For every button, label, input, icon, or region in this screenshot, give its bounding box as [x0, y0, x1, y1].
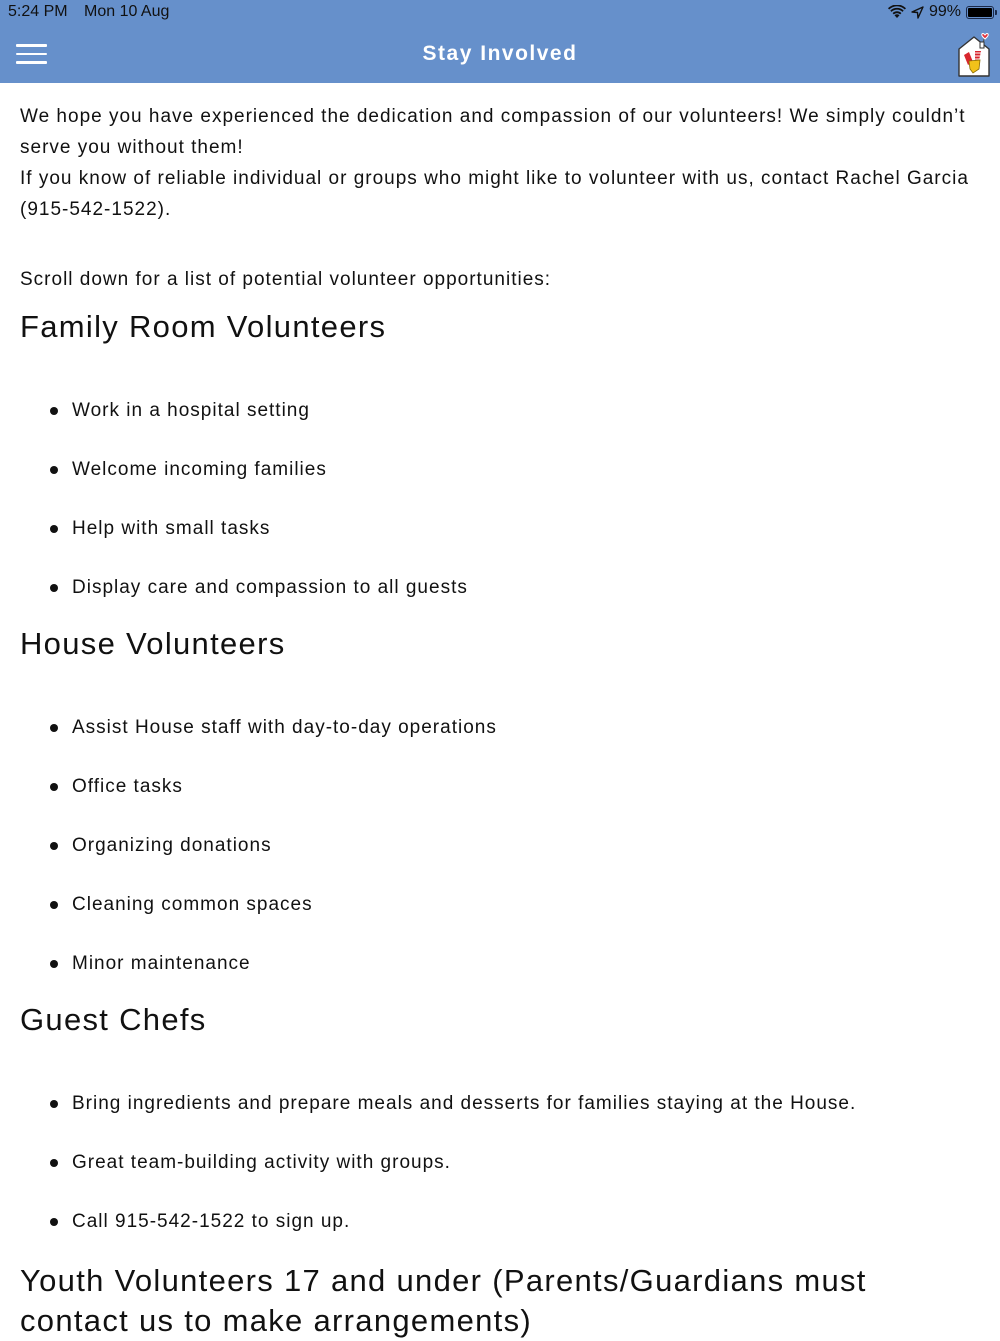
section-family-room	[20, 307, 980, 617]
section-heading: House Volunteers	[20, 626, 286, 661]
ronald-mcdonald-house-logo	[956, 29, 992, 79]
battery-percent: 99%	[928, 3, 961, 20]
list-item: Work in a hospital setting	[20, 381, 980, 440]
list-item: Welcome incoming families	[20, 440, 980, 499]
page-title: Stay Involved	[422, 42, 578, 65]
section-heading: Family Room Volunteers	[20, 309, 387, 344]
list-item: Great team-building activity with groups.	[20, 1133, 980, 1192]
section-house-volunteers	[20, 624, 980, 993]
bullet-icon	[50, 1100, 58, 1108]
page-content	[20, 101, 980, 1341]
location-arrow-icon	[911, 6, 924, 19]
intro-paragraph-1: We hope you have experienced the dedication and compassion of our volunteers! We simply couldn’t serve you without them!	[20, 106, 966, 158]
intro-text	[20, 101, 980, 295]
bullet-icon	[50, 584, 58, 592]
bullet-icon	[50, 525, 58, 533]
list-item: Assist House staff with day-to-day operations	[20, 698, 980, 757]
bullet-icon	[50, 466, 58, 474]
list-item: Organizing donations	[20, 816, 980, 875]
section-heading: Guest Chefs	[20, 1002, 207, 1037]
battery-icon	[966, 6, 994, 19]
bullet-list	[20, 381, 980, 617]
list-item: Cleaning common spaces	[20, 875, 980, 934]
navigation-bar	[0, 0, 1000, 83]
section-guest-chefs	[20, 1000, 980, 1251]
list-item: Call 915-542-1522 to sign up.	[20, 1192, 980, 1251]
bullet-icon	[50, 960, 58, 968]
bullet-icon	[50, 842, 58, 850]
bullet-icon	[50, 1218, 58, 1226]
list-item: Office tasks	[20, 757, 980, 816]
list-item: Bring ingredients and prepare meals and desserts for families staying at the House.	[20, 1074, 980, 1133]
section-heading: Youth Volunteers 17 and under (Parents/Guardians must contact us to make arrangements)	[20, 1263, 867, 1338]
bullet-icon	[50, 901, 58, 909]
bullet-icon	[50, 1159, 58, 1167]
status-bar	[0, 0, 1000, 24]
bullet-list	[20, 1074, 980, 1251]
bullet-icon	[50, 783, 58, 791]
bullet-list	[20, 698, 980, 993]
section-youth-volunteers	[20, 1261, 980, 1341]
intro-paragraph-3: Scroll down for a list of potential volunteer opportunities:	[20, 269, 552, 290]
bullet-icon	[50, 724, 58, 732]
intro-paragraph-2: If you know of reliable individual or groups who might like to volunteer with us, contact Rachel Garcia (915-542-1522).	[20, 168, 969, 220]
wifi-icon	[888, 5, 906, 19]
status-date: Mon 10 Aug	[84, 3, 170, 20]
status-time: 5:24 PM	[8, 3, 68, 20]
list-item: Minor maintenance	[20, 934, 980, 993]
list-item: Help with small tasks	[20, 499, 980, 558]
list-item: Display care and compassion to all guests	[20, 558, 980, 617]
bullet-icon	[50, 407, 58, 415]
